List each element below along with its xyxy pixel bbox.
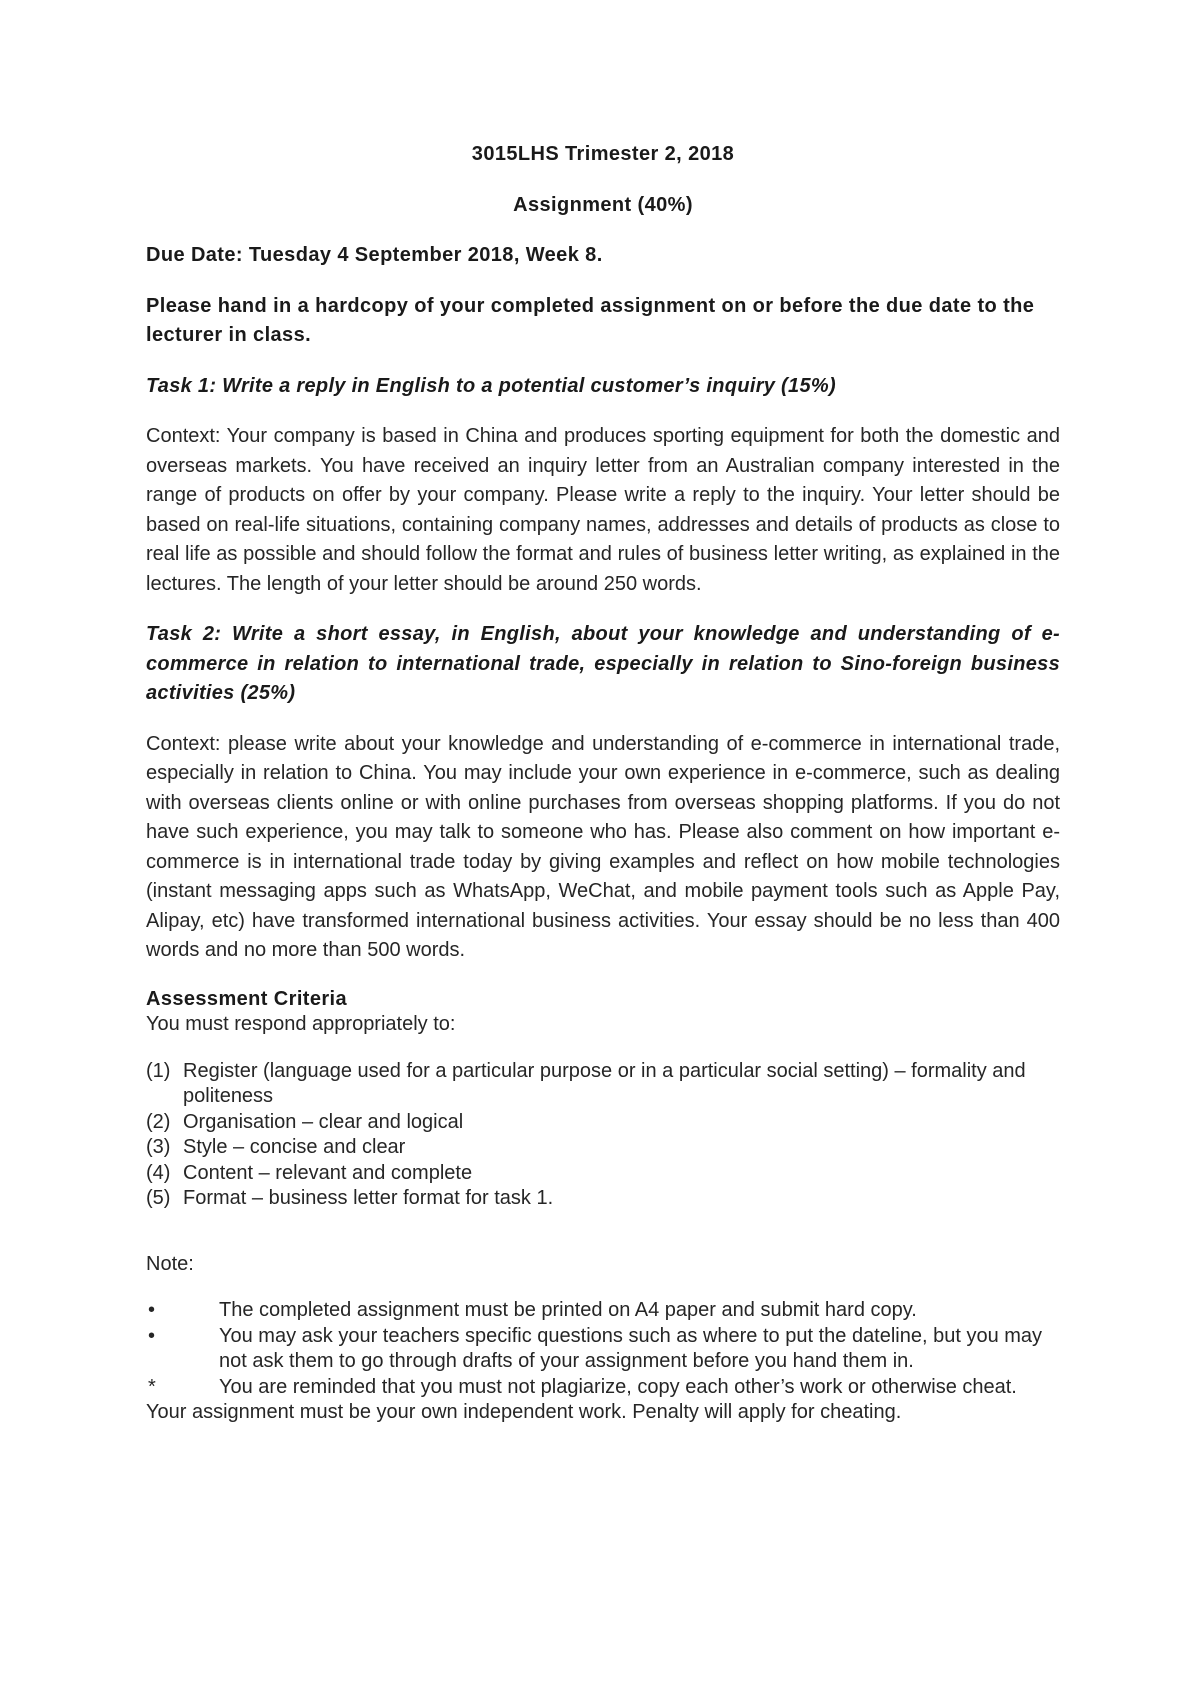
criteria-number: (4) xyxy=(146,1161,171,1184)
criteria-item xyxy=(146,1186,1060,1212)
task1-context: Context: Your company is based in China and produces sporting equipment for both the domestic and overseas markets. You have received an inquiry letter from an Australian company interested in the range of products on offer by your company. Please write a reply to the inquiry. Your letter should be based on real-life situations, containing company names, addresses and details of products as close to real life as possible and should follow the format and rules of business letter writing, as explained in the lectures. The length of your letter should be around 250 words. xyxy=(146,425,1060,595)
note-item xyxy=(146,1298,1060,1324)
criteria-text: Style – concise and clear xyxy=(183,1136,406,1158)
task1-heading: Task 1: Write a reply in English to a potential customer’s inquiry (15%) xyxy=(146,374,836,397)
criteria-item xyxy=(146,1161,1060,1187)
criteria-number: (2) xyxy=(146,1110,171,1133)
criteria-number: (5) xyxy=(146,1187,171,1209)
criteria-list xyxy=(146,1059,1060,1212)
criteria-text: Organisation – clear and logical xyxy=(183,1110,464,1133)
bullet-icon: • xyxy=(148,1324,156,1347)
note-text: The completed assignment must be printed on A4 paper and submit hard copy. xyxy=(219,1299,917,1321)
submission-instruction: Please hand in a hardcopy of your completed assignment on or before the due date to the lecturer in class. xyxy=(146,294,1035,346)
criteria-item xyxy=(146,1135,1060,1161)
criteria-number: (3) xyxy=(146,1136,171,1158)
criteria-item xyxy=(146,1059,1060,1110)
notes-list xyxy=(146,1298,1060,1426)
assignment-title: Assignment (40%) xyxy=(513,193,693,216)
criteria-intro: You must respond appropriately to: xyxy=(146,1013,456,1035)
note-text: You may ask your teachers specific questions such as where to put the dateline, but you may not ask them to go through drafts of your assignment before you hand them in. xyxy=(219,1324,1043,1372)
task2-heading: Task 2: Write a short essay, in English, about your knowledge and understanding of e-commerce in relation to international trade, especially in relation to Sino-foreign business activities (25%) xyxy=(146,623,1060,704)
asterisk-icon: * xyxy=(148,1375,156,1398)
bullet-icon: • xyxy=(148,1299,156,1321)
note-item xyxy=(146,1324,1060,1375)
course-title: 3015LHS Trimester 2, 2018 xyxy=(471,143,735,165)
criteria-heading: Assessment Criteria xyxy=(146,987,348,1010)
due-date: Due Date: Tuesday 4 September 2018, Week 8. xyxy=(146,244,603,266)
document-body xyxy=(146,140,1060,1426)
note-item xyxy=(146,1375,1060,1426)
note-text: You are reminded that you must not plagiarize, copy each other’s work or otherwise cheat. Your assignment must be your own independent work. Penalty will apply for cheating. xyxy=(146,1375,1017,1423)
task2-context: Context: please write about your knowledge and understanding of e-commerce in international trade, especially in relation to China. You may include your own experience in e-commerce, such as dealing with overseas clients online or with online purchases from overseas shopping platforms. If you do not have such experience, you may talk to someone who has. Please also comment on how important e-commerce is in international trade today by giving examples and reflect on how mobile technologies (instant messaging apps such as WhatsApp, WeChat, and mobile payment tools such as Apple Pay, Alipay, etc) have transformed international business activities. Your essay should be no less than 400 words and no more than 500 words. xyxy=(146,732,1060,961)
criteria-text: Content – relevant and complete xyxy=(183,1161,473,1184)
criteria-text: Register (language used for a particular purpose or in a particular social setting) – formality and politeness xyxy=(183,1059,1026,1107)
criteria-number: (1) xyxy=(146,1059,171,1082)
criteria-item xyxy=(146,1110,1060,1136)
note-label: Note: xyxy=(146,1252,194,1275)
criteria-text: Format – business letter format for task 1. xyxy=(183,1187,554,1209)
